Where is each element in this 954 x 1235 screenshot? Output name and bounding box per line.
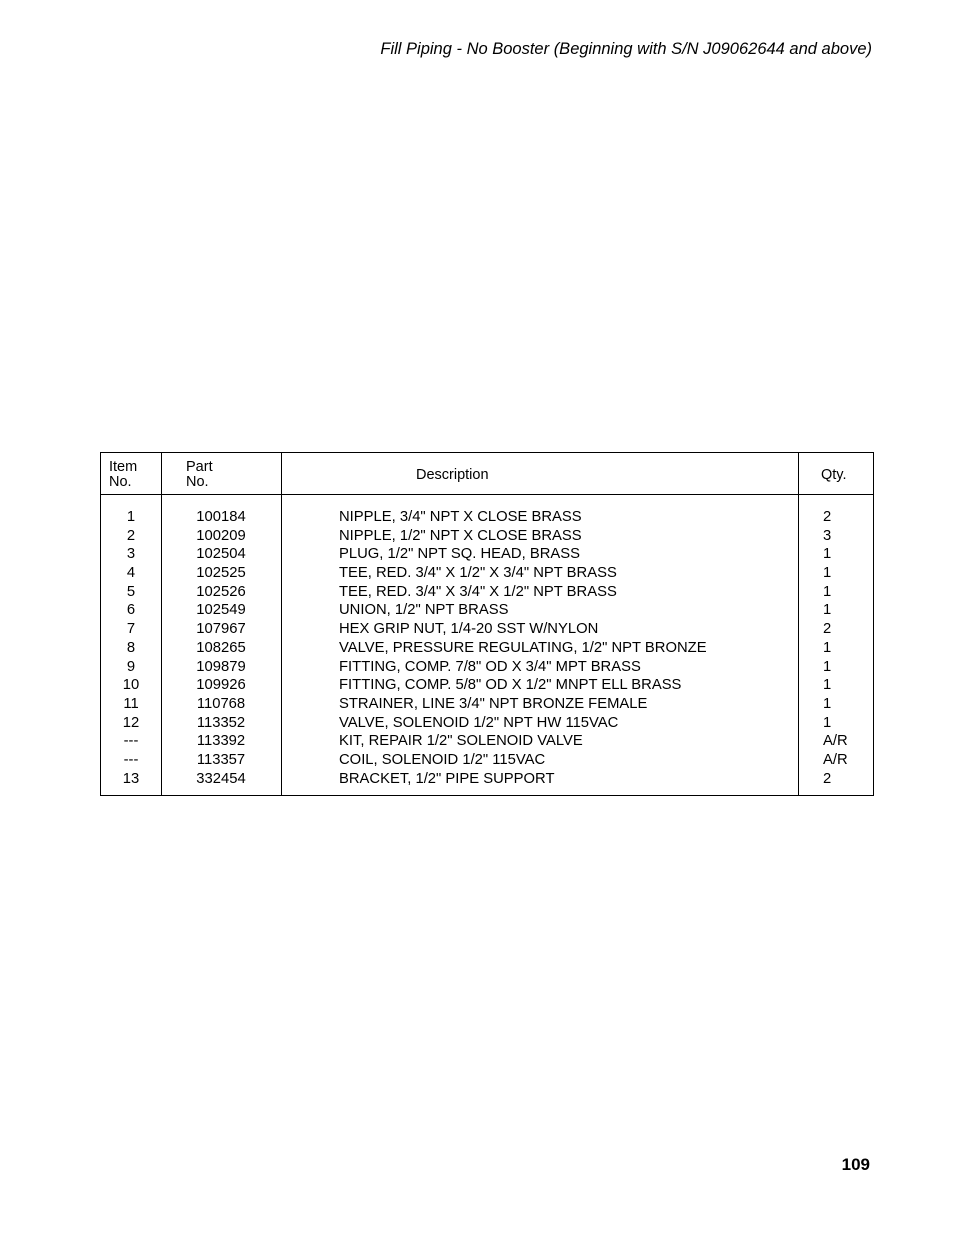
description-cell: PLUG, 1/2" NPT SQ. HEAD, BRASS (339, 546, 580, 563)
qty-cell: 1 (823, 695, 832, 712)
description-cell: KIT, REPAIR 1/2" SOLENOID VALVE (339, 733, 583, 750)
table-row (101, 658, 873, 677)
qty-cell: 1 (823, 677, 832, 694)
column-header-item-line1: Item (109, 459, 138, 475)
qty-cell: 1 (823, 658, 832, 675)
description-cell: COIL, SOLENOID 1/2" 115VAC (339, 751, 546, 768)
description-cell: NIPPLE, 1/2" NPT X CLOSE BRASS (339, 527, 582, 544)
part-no-cell: 113352 (196, 714, 246, 731)
description-cell: FITTING, COMP. 7/8" OD X 3/4" MPT BRASS (339, 658, 641, 675)
item-no-cell: 11 (123, 695, 139, 712)
table-row (101, 770, 873, 789)
item-no-cell: 5 (126, 583, 136, 600)
column-header-qty: Qty. (821, 467, 847, 483)
item-no-cell: 2 (126, 527, 136, 544)
qty-cell: 1 (823, 602, 832, 619)
part-no-cell: 100184 (196, 509, 246, 525)
qty-cell: 1 (823, 565, 832, 582)
item-no-cell: 10 (122, 677, 140, 694)
column-header-part-line2: No. (186, 474, 209, 490)
part-no-cell: 107967 (196, 621, 246, 638)
qty-cell: A/R (823, 751, 848, 768)
parts-table (100, 452, 874, 796)
table-row (101, 695, 873, 714)
item-no-cell: --- (123, 733, 139, 750)
column-header-item-no (109, 460, 137, 490)
table-row (101, 583, 873, 602)
part-no-cell: 108265 (196, 639, 246, 656)
part-no-cell: 110768 (196, 695, 246, 712)
item-no-cell: 1 (126, 509, 136, 525)
item-no-cell: 3 (126, 546, 136, 563)
table-row (101, 527, 873, 546)
column-header-part-no (186, 460, 213, 490)
page-title: Fill Piping - No Booster (Beginning with S/N J09062644 and above) (380, 40, 872, 58)
table-row (101, 676, 873, 695)
table-row (101, 639, 873, 658)
qty-cell: 1 (823, 714, 832, 731)
description-cell: VALVE, PRESSURE REGULATING, 1/2" NPT BRONZE (339, 639, 707, 656)
header-divider (101, 494, 873, 495)
qty-cell: A/R (823, 733, 848, 750)
part-no-cell: 102549 (196, 602, 246, 619)
table-body (101, 508, 873, 788)
part-no-cell: 102504 (196, 546, 246, 563)
description-cell: TEE, RED. 3/4" X 1/2" X 3/4" NPT BRASS (339, 565, 617, 582)
qty-cell: 2 (823, 770, 832, 787)
table-row (101, 620, 873, 639)
description-cell: NIPPLE, 3/4" NPT X CLOSE BRASS (339, 509, 582, 525)
item-no-cell: 12 (122, 714, 140, 731)
column-header-item-line2: No. (109, 474, 132, 490)
table-row (101, 751, 873, 770)
table-row (101, 508, 873, 527)
qty-cell: 2 (823, 509, 832, 525)
part-no-cell: 113357 (196, 751, 246, 768)
qty-cell: 3 (823, 527, 832, 544)
table-row (101, 545, 873, 564)
description-cell: VALVE, SOLENOID 1/2" NPT HW 115VAC (339, 714, 619, 731)
table-row (101, 601, 873, 620)
item-no-cell: 13 (122, 770, 140, 787)
description-cell: UNION, 1/2" NPT BRASS (339, 602, 509, 619)
column-header-part-line1: Part (186, 459, 213, 475)
part-no-cell: 113392 (196, 733, 246, 750)
item-no-cell: 4 (126, 565, 136, 582)
qty-cell: 1 (823, 639, 832, 656)
part-no-cell: 102526 (196, 583, 246, 600)
part-no-cell: 109879 (196, 658, 246, 675)
item-no-cell: --- (123, 751, 139, 768)
part-no-cell: 109926 (196, 677, 246, 694)
column-header-description: Description (416, 467, 489, 483)
description-cell: HEX GRIP NUT, 1/4-20 SST W/NYLON (339, 621, 599, 638)
page-number: 109 (841, 1155, 870, 1174)
qty-cell: 1 (823, 546, 832, 563)
part-no-cell: 102525 (196, 565, 246, 582)
qty-cell: 2 (823, 621, 832, 638)
description-cell: STRAINER, LINE 3/4" NPT BRONZE FEMALE (339, 695, 648, 712)
part-no-cell: 100209 (196, 527, 246, 544)
item-no-cell: 7 (126, 621, 136, 638)
part-no-cell: 332454 (196, 770, 246, 787)
item-no-cell: 9 (126, 658, 136, 675)
qty-cell: 1 (823, 583, 832, 600)
item-no-cell: 8 (126, 639, 136, 656)
description-cell: BRACKET, 1/2" PIPE SUPPORT (339, 770, 555, 787)
table-row (101, 714, 873, 733)
description-cell: TEE, RED. 3/4" X 3/4" X 1/2" NPT BRASS (339, 583, 617, 600)
description-cell: FITTING, COMP. 5/8" OD X 1/2" MNPT ELL BRASS (339, 677, 682, 694)
item-no-cell: 6 (126, 602, 136, 619)
table-row (101, 732, 873, 751)
table-row (101, 564, 873, 583)
